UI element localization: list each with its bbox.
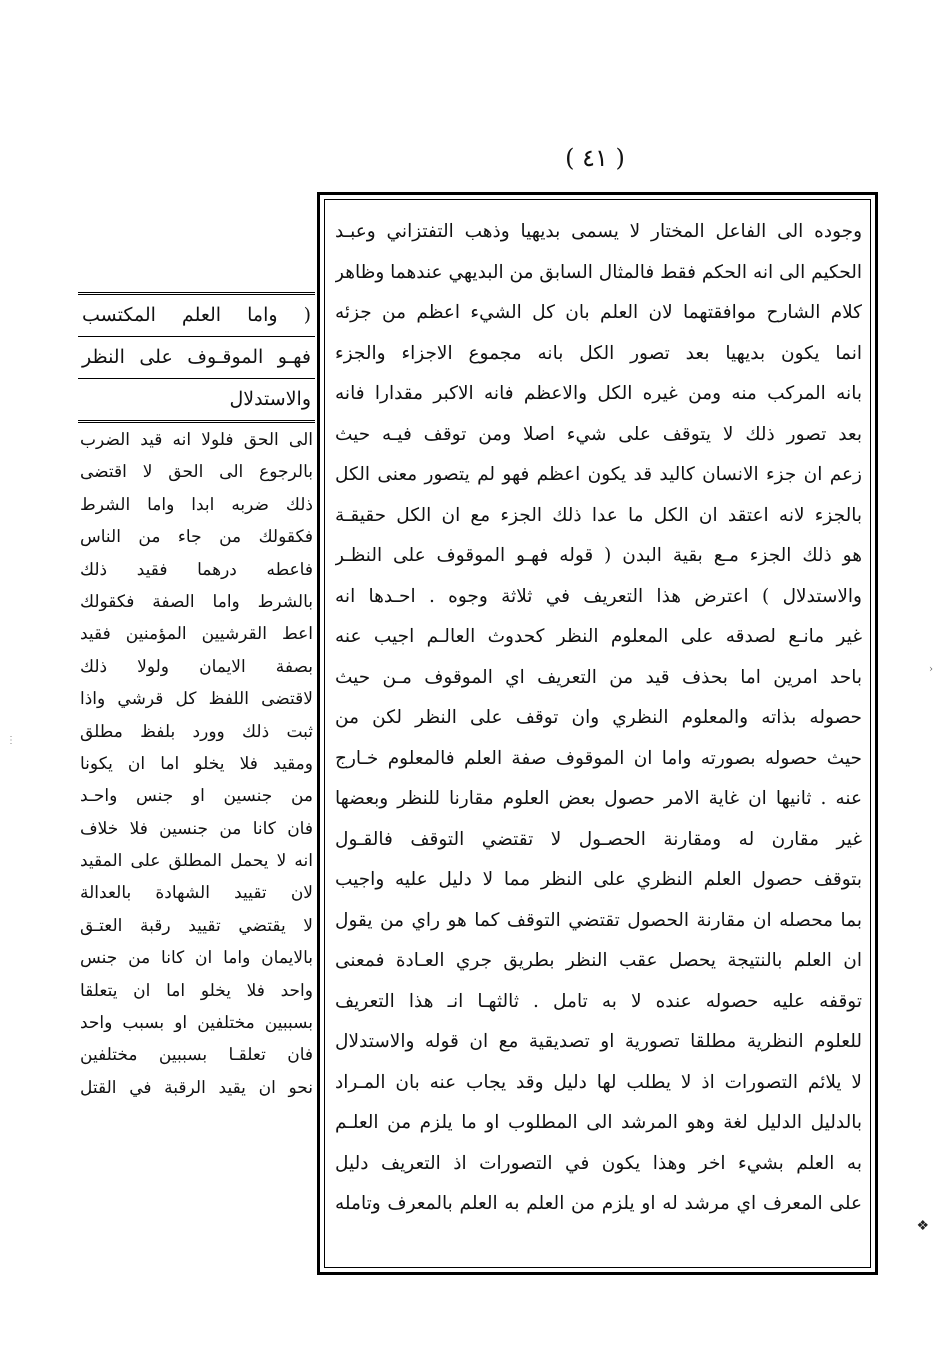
main-text-line: حصوله بذاته والمعلوم النظري وان توقف على النظر لكن من <box>335 707 862 728</box>
side-text-line: الى الحق فلولا انه قيد الضرب <box>80 430 313 450</box>
main-text-line: لا يلائم التصورات اذ لا يطلب لها دليل وقد يجاب عنه بان المـراد <box>335 1071 862 1093</box>
side-header-line: فهـو الموقـوف على النظر <box>78 337 315 379</box>
main-text-line: بتوقف حصول العلم النظري على النظر مما لا دليل عليه واجيب <box>335 869 862 890</box>
scan-speck-icon: › <box>929 664 933 675</box>
main-text-line: كلام الشارح موافقتهما لان العلم بان كل الشيء اعظم من جزئه <box>335 302 862 323</box>
side-text-line: انه لا يحمل المطلق على المقيد <box>80 851 313 872</box>
main-text-line: به العلم بشيء اخر وهذا يكون في التصورات اذ التعريف دليل <box>335 1152 862 1174</box>
main-text-line: انما يكون بديهيا بعد تصور الكل بانه مجموع الاجزاء والجزء <box>335 342 862 364</box>
main-text-line: بعد تصور ذلك لا يتوقف على شيء اصلا ومن توقف فيـه حيث <box>335 423 862 445</box>
side-text-line: من جنسين او جنس واحـد <box>80 786 313 807</box>
margin-ornament-icon: ❖ <box>916 1218 929 1234</box>
main-text-line: غير مقارن له ومقارنة الحصـول لا تقتضي التوقف فالقـول <box>335 828 862 850</box>
side-text-line: بالشرط واما الصفة فكقولك <box>80 591 313 612</box>
side-commentary <box>78 424 315 1104</box>
main-text-line: ان العلم بالنتيجة يحصل عقب النظر بطريق جري العـادة فمعنى <box>335 950 862 971</box>
side-text-line: بسببين مختلفين او بسبب واحد <box>80 1013 313 1034</box>
side-text-line: اعط القرشيين المؤمنين فقيد <box>80 624 313 645</box>
main-text-line: الحكيم الى انه الحكم فقط فالمثال السابق من البديهي عندهما وظاهر <box>335 261 862 283</box>
main-text-line: عنه . ثانيها ان غاية الامر حصول بعض العلوم مقارنا للنظر وبعضها <box>335 788 862 809</box>
side-text-line: ثبت ذلك وورد بلفظ مطلق <box>80 721 313 742</box>
side-text-line: فان تعلقـا بسببين مختلفين <box>80 1045 313 1066</box>
main-text-line: زعم ان جزء الانسان كاليد قد يكون اعظم فهو لم يتصور معنى الكل <box>335 464 862 485</box>
main-text-frame <box>317 192 878 1275</box>
main-text-line: حيث حصوله بصورته واما ان الموقوف صفة العلم فالمعلوم خـارج <box>335 747 862 769</box>
side-header-line: والاستدلال <box>78 379 315 423</box>
side-text-line: فان كانا من جنسين فلا خلاف <box>80 818 313 839</box>
side-text-line: لا يقتضي تقييد رقبة العتـق <box>80 915 313 936</box>
main-text-line: بما محصله ان مقارنة الحصول تقتضي التوقف كما هو راي من يقول <box>335 909 862 931</box>
main-text-body <box>335 212 862 1225</box>
side-text-line: واحد فلا يخلو اما ان يتعلقا <box>80 980 313 1001</box>
main-text-line: بالجزء لانه اعتقد ان الكل ما عدا ذلك الجزء مع ان الكل حقيقـة <box>335 504 862 526</box>
side-text-line: فاعطه درهما فقيد ذلك <box>80 559 313 580</box>
side-text-line: بالرجوع الى الحق لا اقتضى <box>80 462 313 483</box>
main-text-line: بالدليل الدليل لغة وهو المرشد الى المطلوب او ما يلزم من العلـم <box>335 1112 862 1133</box>
side-text-line: لاقتضى اللفظ كل قرشي واذا <box>80 689 313 710</box>
side-text-line: ذلك ضربه ابدا واما الشرط <box>80 494 313 515</box>
side-header-line: ( واما العلم المكتسب <box>78 292 315 337</box>
main-text-line: هو ذلك الجزء مـع بقية البدن ( قوله فهـو الموقوف على النظـر <box>335 545 862 566</box>
side-text-line: لان تقييد الشهادة بالعدالة <box>80 883 313 904</box>
main-text-line: على المعرف اي مرشد له او يلزم من العلم به العلم بالمعرف وتامله <box>335 1193 862 1214</box>
main-text-line: غير مانـع لصدقه على المعلوم النظر كحدوث العالـم اجيب عنه <box>335 626 862 647</box>
side-text-line: نحو ان يقيد الرقبة في القتل <box>80 1077 313 1098</box>
scan-speck-icon: ⋮ <box>6 735 16 746</box>
side-text-line: بصفة الايمان ولولا ذلك <box>80 656 313 677</box>
main-text-line: وجوده الى الفاعل المختار لا يسمى بديهيا وذهب التفتزاني وعبـد <box>335 221 862 242</box>
side-text-line: فكقولك من جاء من الناس <box>80 527 313 548</box>
main-text-inner-border <box>324 199 871 1268</box>
main-text-line: توقفه عليه حصوله عنده لا به تامل . ثالثهـا انـ هذا التعريف <box>335 990 862 1012</box>
page-number: ( ٤١ ) <box>565 144 625 172</box>
side-text-line: ومقيد فلا يخلو اما ان يكونا <box>80 753 313 774</box>
main-text-line: باحد امرين اما بحذف قيد من التعريف اي الموقوف مـن حيث <box>335 666 862 688</box>
main-text-line: والاستدلال ) اعترض هذا التعريف في ثلاثة وجوه . احـدها انه <box>335 585 862 607</box>
main-text-line: للعلوم النظرية مطلقا تصورية او تصديقية مع ان قوله والاستدلال <box>335 1031 862 1052</box>
main-text-line: بانه المركب منه ومن غيره الكل والاعظم فانه الاكبر مقدارا فانه <box>335 383 862 404</box>
side-header-quote <box>78 292 315 423</box>
side-text-line: بالايمان واما ان كانا من جنس <box>80 948 313 969</box>
